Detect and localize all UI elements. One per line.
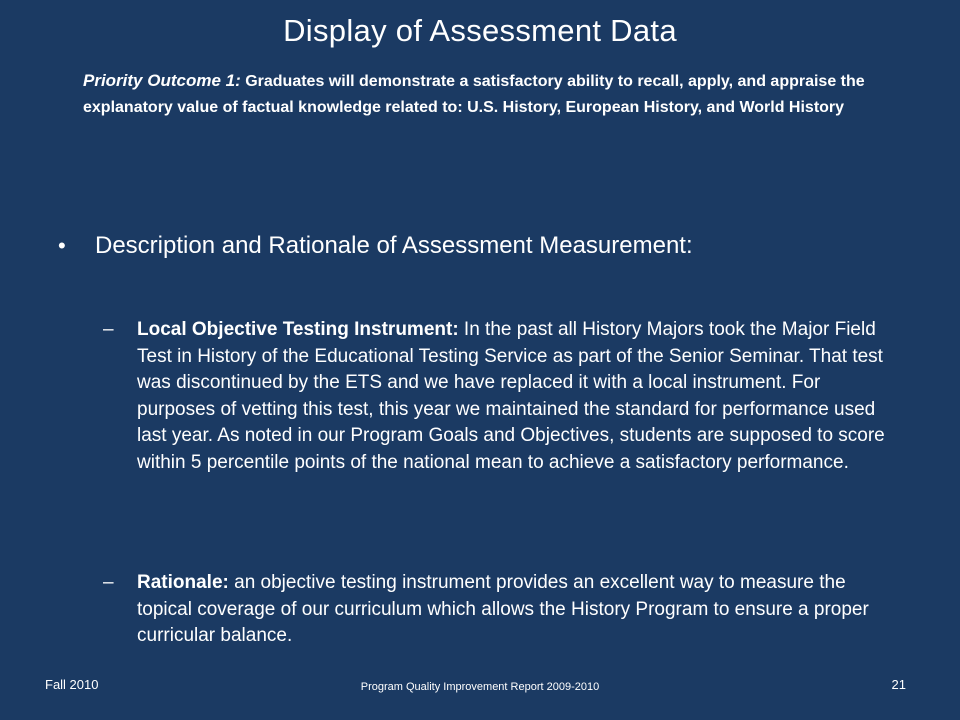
- sub-item-bold-label: Rationale:: [137, 572, 229, 593]
- bullet-marker: •: [58, 233, 66, 258]
- sub-item-body: In the past all History Majors took the Major Field Test in History of the Educational Testing Service as part of the Senior Seminar. That test was discontinued by the ETS and we have replaced it with a local instrument. For purposes of vetting this test, this year we maintained the standard for performance used last year. As noted in our Program Goals and Objectives, students are supposed to score within 5 percentile points of the national mean to achieve a satisfactory performance.: [137, 319, 885, 473]
- bullet-heading: Description and Rationale of Assessment Measurement:: [95, 232, 693, 259]
- sub-item-text: [137, 317, 899, 476]
- sub-item-marker: –: [103, 572, 114, 593]
- priority-outcome-text: Graduates will demonstrate a satisfactory ability to recall, apply, and appraise the explanatory value of factual knowledge related to: U.S. History, European History, and World History: [83, 73, 865, 116]
- footer-report-title: Program Quality Improvement Report 2009-2010: [360, 681, 600, 693]
- sub-item-marker: –: [103, 319, 114, 340]
- sub-item-bold-label: Local Objective Testing Instrument:: [137, 319, 459, 340]
- slide-title: Display of Assessment Data: [283, 13, 677, 48]
- priority-outcome-label: Priority Outcome 1:: [83, 71, 241, 90]
- sub-item-text: [137, 570, 899, 650]
- sub-item-body: an objective testing instrument provides an excellent way to measure the topical coverage of our curriculum which allows the History Program to ensure a proper curricular balance.: [137, 572, 869, 646]
- priority-outcome: [83, 68, 903, 121]
- footer-date: Fall 2010: [45, 677, 99, 692]
- footer-page-number: 21: [891, 677, 906, 692]
